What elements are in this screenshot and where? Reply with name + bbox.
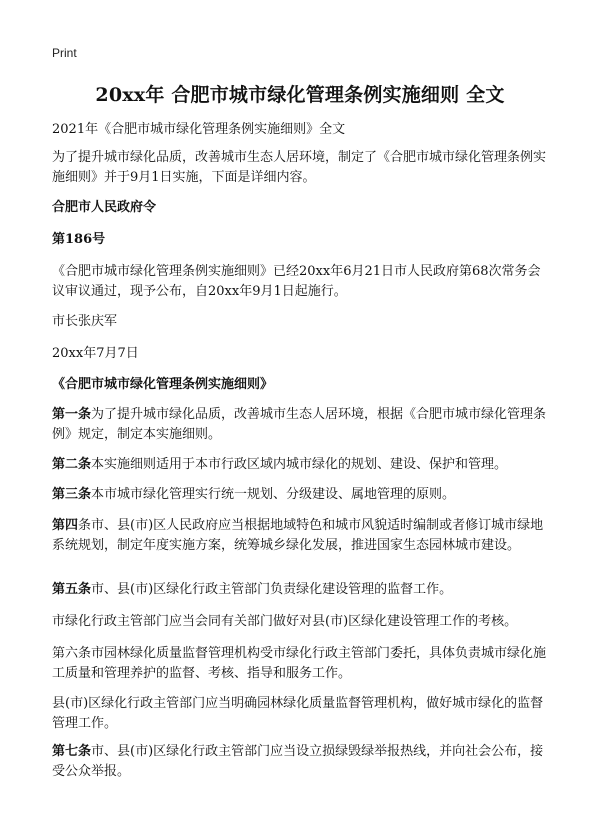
mayor-signature: 市长张庆军 [52,314,118,329]
article-text: 为了提升城市绿化品质，改善城市生态人居环境，根据《合肥市城市绿化管理条例》规定，制定本实施细则。 [52,407,547,442]
order-number: 第186号 [52,232,106,247]
article-5 [52,580,552,600]
announcement-paragraph: 《合肥市城市绿化管理条例实施细则》已经20xx年6月21日市人民政府第68次常务会议审议通过，现予公布，自20xx年9月1日起施行。 [52,264,541,299]
article-4 [52,516,552,556]
document-subtitle: 2021年《合肥市城市绿化管理条例实施细则》全文 [52,122,346,137]
article-3 [52,485,552,505]
print-link[interactable]: Print [52,46,77,60]
article-lead: 第三条 [52,487,92,502]
rules-title: 《合肥市城市绿化管理条例实施细则》 [52,377,274,392]
article-text: 第六条市园林绿化质量监督管理机构受市绿化行政主管部门委托，具体负责城市绿化施工质量和管理养护的监督、考核、指导和服务工作。 [52,646,547,681]
article-6-paragraph-2 [52,694,552,734]
article-lead: 第二条 [52,457,92,472]
article-text: 条市、县(市)区人民政府应当根据地域特色和城市风貌适时编制或者修订城市绿地系统规划，制定年度实施方案，统筹城乡绿化发展，推进国家生态园林城市建设。 [52,518,544,553]
document-title: 20xx年 合肥市城市绿化管理条例实施细则 全文 [95,84,505,106]
article-lead: 第一条 [52,407,92,422]
intro-paragraph: 为了提升城市绿化品质，改善城市生态人居环境，制定了《合肥市城市绿化管理条例实施细则》并于9月1日实施，下面是详细内容。 [52,150,547,185]
article-text: 县(市)区绿化行政主管部门应当明确园林绿化质量监督管理机构，做好城市绿化的监督管理工作。 [52,696,544,731]
article-text: 市绿化行政主管部门应当会同有关部门做好对县(市)区绿化建设管理工作的考核。 [52,614,518,629]
issuer-line: 合肥市人民政府令 [52,200,157,215]
article-lead: 第五条 [52,582,92,597]
article-lead: 第七条 [52,744,92,759]
article-text: 市、县(市)区绿化行政主管部门应当设立损绿毁绿举报热线，并向社会公布，接受公众举报。 [52,744,544,779]
article-7 [52,742,552,782]
article-lead: 第四 [52,518,79,533]
article-text: 市、县(市)区绿化行政主管部门负责绿化建设管理的监督工作。 [91,582,453,597]
article-text: 本实施细则适用于本市行政区域内城市绿化的规划、建设、保护和管理。 [91,457,508,472]
article-2 [52,455,552,475]
article-1 [52,405,552,445]
article-6 [52,644,552,684]
article-5-paragraph-2 [52,612,552,632]
signing-date: 20xx年7月7日 [52,346,139,361]
article-text: 本市城市绿化管理实行统一规划、分级建设、属地管理的原则。 [91,487,456,502]
